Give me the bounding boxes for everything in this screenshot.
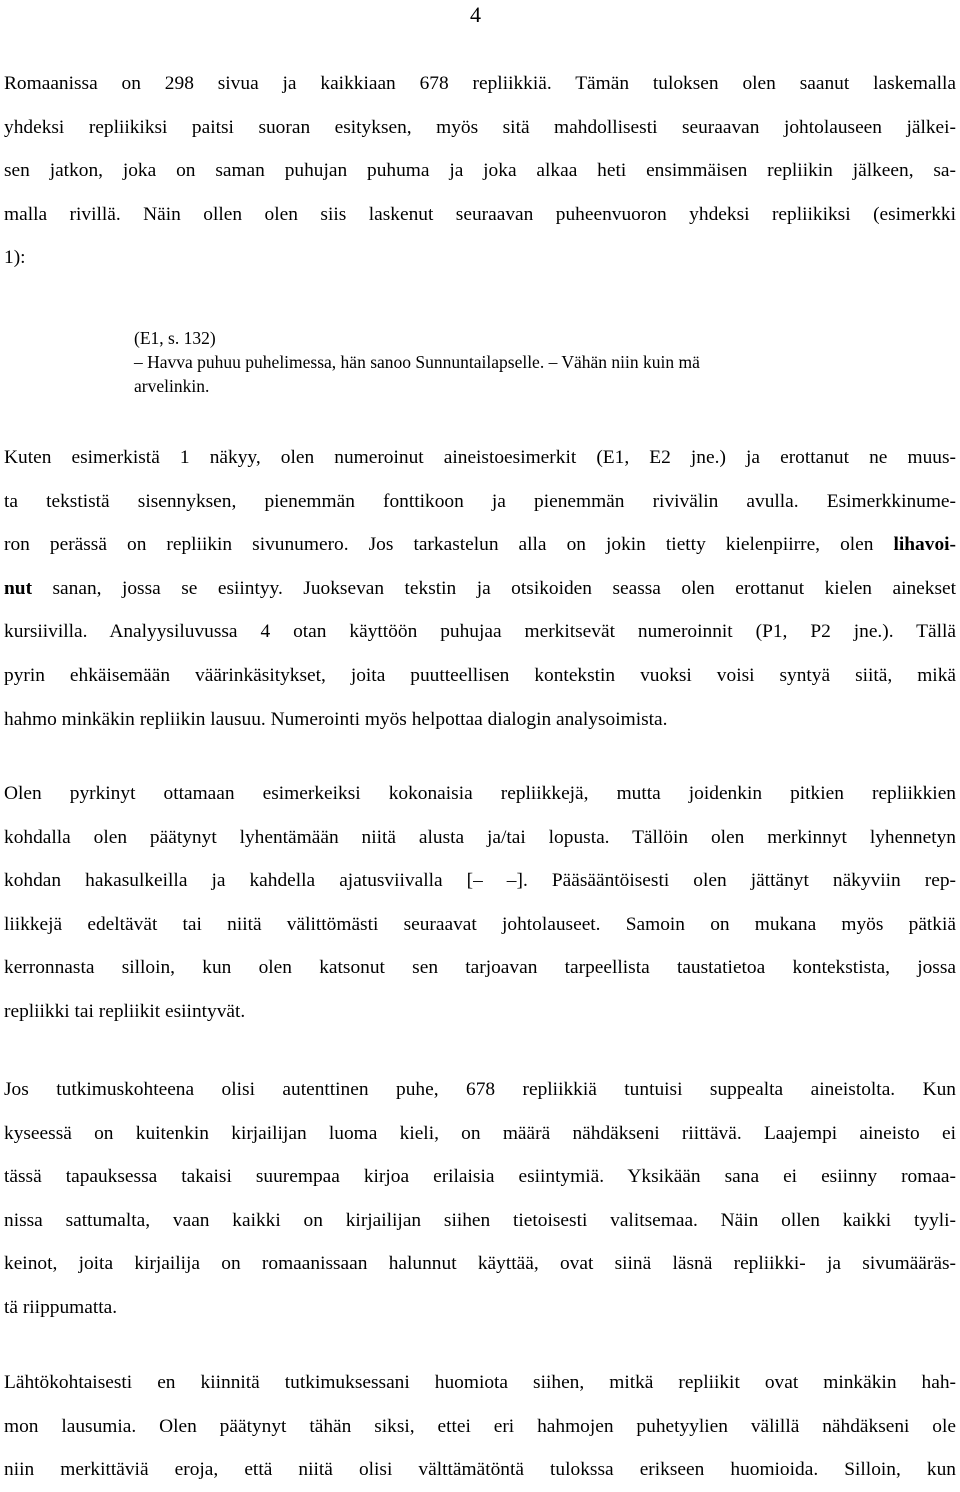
text-line: tässä tapauksessa takaisi suurempaa kirjoa erilaisia esiintymiä. Yksikään sana ei esiinny romaa- [4,1166,956,1188]
text-line: Jos tutkimuskohteena olisi autenttinen puhe, 678 repliikkiä tuntuisi suppealta aineistolta. Kun [4,1079,956,1100]
text-line: Romaanissa on 298 sivua ja kaikkiaan 678 repliikkiä. Tämän tuloksen olen saanut laskemalla [4,73,956,94]
text-line: sen jatkon, joka on saman puhujan puhuma ja joka alkaa heti ensimmäisen repliikin jälkeen, sa- [4,160,956,182]
text-line: hahmo minkäkin repliikin lausuu. Numerointi myös helpottaa dialogin analysoimista. [4,708,668,730]
text-line: 1): [4,247,26,269]
text-line [4,523,956,567]
text-line: niin merkittäviä eroja, että niitä olisi välttämätöntä tulokssa erikseen huomioida. Silloin, kun [4,1459,956,1481]
paragraph-numbering [4,436,956,741]
text-line: malla rivillä. Näin ollen olen siis laskenut seuraavan puheenvuoron yhdeksi repliikiksi (esimerkki [4,203,956,225]
text-line: mon lausumia. Olen päätynyt tähän siksi, ettei eri hahmojen puhetyylien välillä nähdäkseni ole [4,1415,956,1437]
text-line [4,567,956,611]
text-line: kyseessä on kuitenkin kirjailijan luoma kieli, on määrä nähdäkseni riittävä. Laajempi aineisto ei [4,1122,956,1144]
text-line: kerronnasta silloin, kun olen katsonut sen tarjoavan tarpeellista taustatietoa kontekstista, jossa [4,957,956,979]
bold-term: nut [4,577,33,599]
paragraph-shortening [4,772,956,1034]
text-line: Olen pyrkinyt ottamaan esimerkeiksi kokonaisia repliikkejä, mutta joidenkin pitkien repliikkien [4,783,956,804]
text-line: repliikki tai repliikit esiintyvät. [4,1000,246,1022]
example-reference: (E1, s. 132) [134,328,216,348]
bold-term: lihavoi- [893,534,956,556]
text-line: keinot, joita kirjailija on romaanissaan halunnut käyttää, ovat siinä läsnä repliikki- ja sivumääräs- [4,1253,956,1275]
example-line: arvelinkin. [134,376,210,396]
paragraph-authentic-speech [4,1068,956,1330]
text-line: pyrin ehkäisemään väärinkäsitykset, joita puutteellisen kontekstin vuoksi voisi syntyä siitä, mikä [4,664,956,686]
text-line: ta tekstistä sisennyksen, pienemmän fonttikoon ja pienemmän rivivälin avulla. Esimerkkinume- [4,490,956,512]
paragraph-starting-point [4,1361,956,1492]
text-line: nissa sattumalta, vaan kaikki on kirjailijan siihen tietoisesti valitsemaa. Näin ollen kaikki tyyli- [4,1209,956,1231]
paragraph-intro [4,62,956,280]
text-run: sanan, jossa se esiintyy. Juoksevan tekstin ja otsikoiden seassa olen erottanut kielen ainekset [32,577,956,599]
text-line: kursiivilla. Analyysiluvussa 4 otan käyttöön puhujaa merkitsevät numeroinnit (P1, P2 jne.). Tällä [4,621,956,643]
text-line: tä riippumatta. [4,1296,118,1318]
example-quote [134,326,874,398]
text-line: kohdalla olen päätynyt lyhentämään niitä alusta ja/tai lopusta. Tällöin olen merkinnyt lyhennetyn [4,826,956,848]
text-line: kohdan hakasulkeilla ja kahdella ajatusviivalla [– –]. Pääsääntöisesti olen jättänyt näkyviin rep- [4,870,956,892]
text-line: yhdeksi repliikiksi paitsi suoran esityksen, myös sitä mahdollisesti seuraavan johtolauseen jälkei- [4,116,956,138]
text-line: Kuten esimerkistä 1 näkyy, olen numeroinut aineistoesimerkit (E1, E2 jne.) ja erottanut ne muus- [4,447,956,468]
text-line: Lähtökohtaisesti en kiinnitä tutkimuksessani huomiota siihen, mitkä repliikit ovat minkäkin hah- [4,1372,956,1393]
text-run: ron perässä on repliikin sivunumero. Jos tarkastelun alla on jokin tietty kielenpiirre, olen [4,534,894,556]
example-line: – Havva puhuu puhelimessa, hän sanoo Sunnuntailapselle. – Vähän niin kuin mä [134,352,700,372]
page-number: 4 [470,2,481,27]
text-line: liikkejä edeltävät tai niitä välittömästi seuraavat johtolauseet. Samoin on mukana myös pätkiä [4,913,956,935]
